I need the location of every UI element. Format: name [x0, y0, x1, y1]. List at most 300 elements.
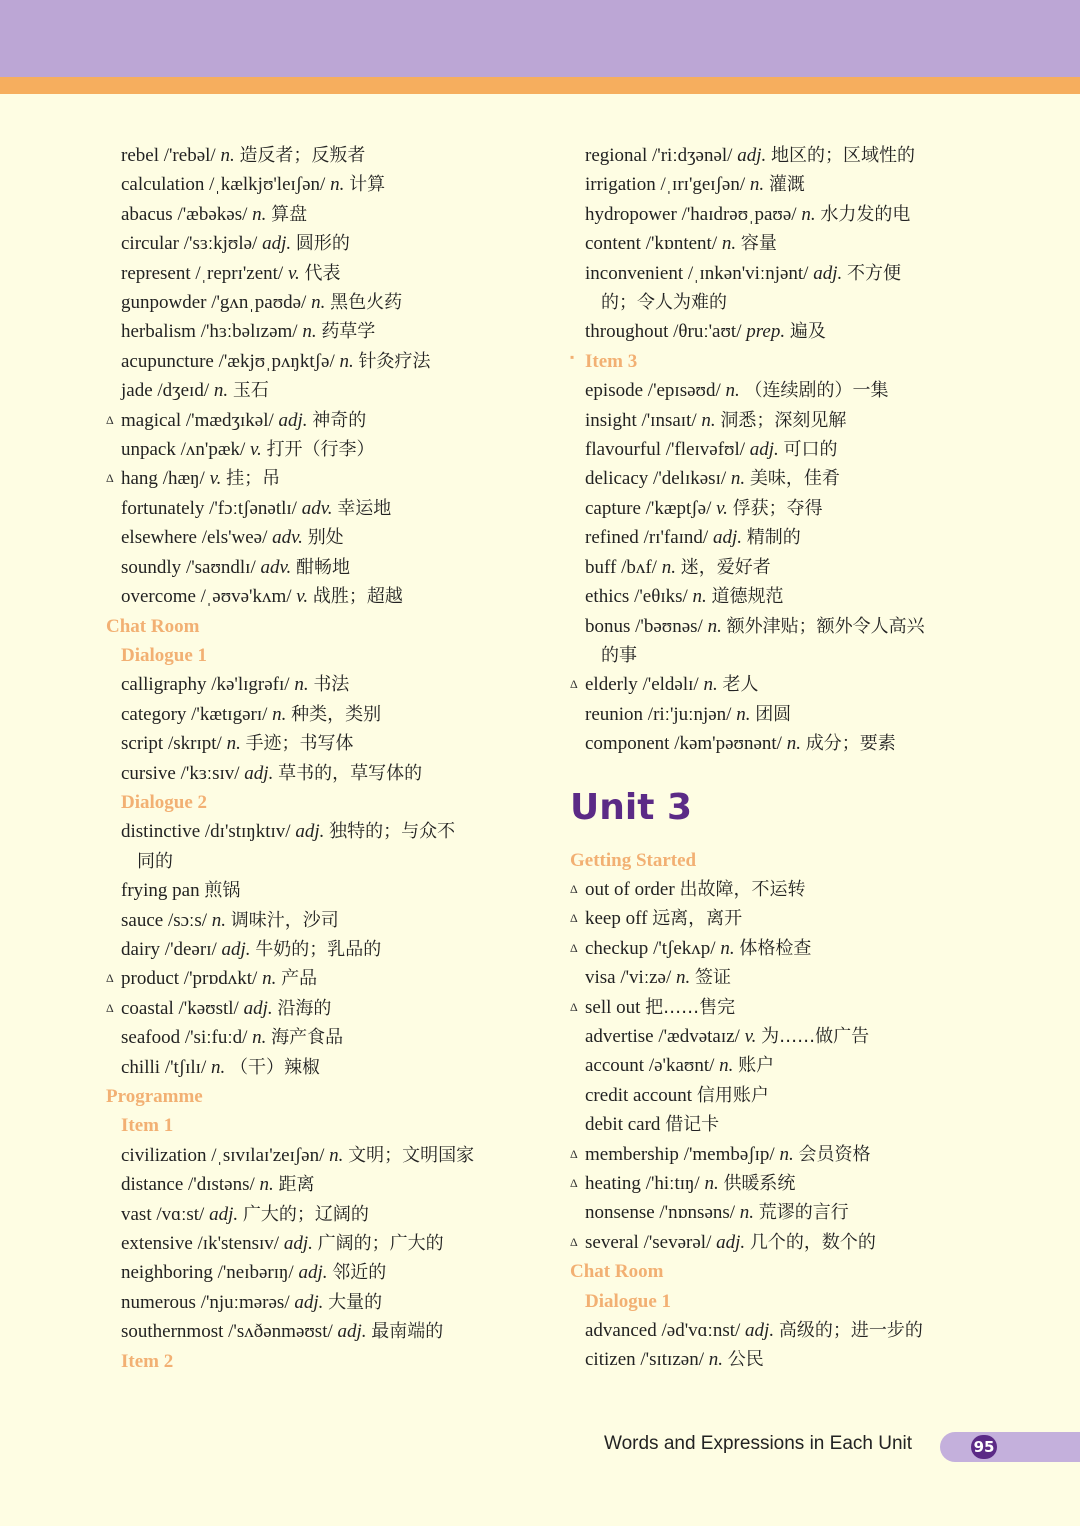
meaning: 打开（行李） — [266, 439, 375, 461]
headword: script — [121, 733, 164, 755]
phonetic: /'kəʊstl/ — [178, 997, 239, 1019]
headword: sauce — [121, 909, 164, 931]
headword: advanced — [585, 1320, 657, 1342]
required-marker: Δ — [570, 677, 578, 692]
meaning: 容量 — [740, 233, 777, 255]
headword: southernmost — [121, 1321, 224, 1343]
headword: soundly — [121, 556, 182, 578]
part-of-speech: n. — [220, 145, 235, 166]
headword: hang — [121, 468, 158, 490]
headword: buff — [585, 556, 617, 578]
headword: throughout — [585, 321, 669, 343]
meaning-continuation — [570, 288, 995, 317]
part-of-speech: n. — [252, 203, 267, 225]
headword: visa — [585, 967, 616, 989]
meaning: 黑色火药 — [330, 292, 403, 314]
vocab-entry — [570, 170, 995, 199]
headword: refined — [585, 527, 639, 549]
vocab-entry — [570, 523, 995, 552]
vocab-entry — [570, 1228, 995, 1257]
meaning: 书法 — [313, 674, 350, 696]
part-of-speech: n. — [329, 1144, 344, 1166]
phonetic: /'riːdʒənəl/ — [652, 145, 733, 166]
vocab-entry — [570, 494, 995, 523]
meaning: 洞悉；深刻见解 — [720, 409, 847, 431]
part-of-speech: n. — [692, 586, 707, 608]
part-of-speech: n. — [704, 1173, 719, 1194]
meaning: 额外津贴；额外令人高兴 — [726, 615, 925, 637]
meaning: 计算 — [349, 174, 386, 196]
meaning: 水力发的电 — [820, 203, 911, 225]
part-of-speech: n. — [720, 937, 735, 959]
phonetic: /'hɜːbəlɪzəm/ — [200, 321, 298, 343]
phonetic: /vɑːst/ — [156, 1203, 205, 1225]
subsection-label: Dialogue 2 — [121, 791, 208, 813]
headword: debit card — [585, 1114, 661, 1136]
meaning: 针灸疗法 — [358, 350, 431, 372]
phonetic: /ʌn'pæk/ — [180, 439, 246, 461]
required-marker: Δ — [570, 999, 578, 1014]
page-number-badge: 95 — [971, 1435, 997, 1459]
meaning: 玉石 — [232, 380, 269, 402]
headword: rebel — [121, 145, 159, 166]
part-of-speech: n. — [226, 733, 241, 755]
headword: elsewhere — [121, 527, 197, 549]
vocab-entry — [106, 1023, 531, 1052]
headword: capture — [585, 497, 641, 519]
phonetic: /'sʌðənməʊst/ — [228, 1321, 333, 1343]
part-of-speech: n. — [703, 674, 718, 696]
required-marker: Δ — [570, 940, 578, 955]
part-of-speech: n. — [786, 733, 801, 755]
phonetic: /'fɔːtʃənətlɪ/ — [209, 497, 297, 519]
vocab-entry — [570, 317, 995, 346]
meaning: 道德规范 — [711, 586, 784, 608]
unit-title: Unit 3 — [570, 786, 692, 828]
headword: citizen — [585, 1349, 636, 1371]
meaning: 信用账户 — [696, 1084, 769, 1106]
vocab-entry — [570, 1022, 995, 1051]
part-of-speech: v. — [716, 497, 728, 519]
headword: distance — [121, 1174, 184, 1196]
part-of-speech: adj. — [221, 938, 251, 960]
required-marker: Δ — [106, 471, 114, 486]
meaning: 算盘 — [271, 203, 308, 225]
footer-pill — [940, 1432, 1080, 1462]
meaning: 荒谬的言行 — [758, 1202, 849, 1224]
phonetic: /'rebəl/ — [163, 145, 216, 166]
phonetic: /skrɪpt/ — [167, 733, 222, 755]
phonetic: /ˌɪrɪ'geɪʃən/ — [660, 174, 746, 196]
vocab-entry — [106, 553, 531, 582]
part-of-speech: adj. — [209, 1203, 239, 1225]
vocab-entry — [106, 229, 531, 258]
vocab-entry — [570, 1345, 995, 1374]
part-of-speech: adj. — [294, 1291, 324, 1313]
part-of-speech: n. — [211, 1056, 226, 1078]
vocab-entry — [570, 553, 995, 582]
part-of-speech: n. — [661, 556, 676, 578]
phonetic: /dʒeɪd/ — [157, 380, 210, 402]
part-of-speech: adj. — [712, 527, 742, 549]
vocab-entry — [106, 523, 531, 552]
phonetic: /'bəʊnəs/ — [635, 615, 703, 637]
meaning-continuation — [570, 641, 995, 670]
headword: calculation — [121, 174, 205, 196]
headword: account — [585, 1055, 645, 1077]
vocab-entry — [106, 906, 531, 935]
subsection-label: Dialogue 1 — [121, 644, 208, 666]
vocab-entry — [570, 1110, 995, 1139]
headword: herbalism — [121, 321, 196, 343]
meaning: 文明；文明国家 — [348, 1144, 475, 1166]
vocab-entry — [570, 612, 995, 641]
meaning: 灌溉 — [768, 174, 805, 196]
phonetic: /hæŋ/ — [162, 468, 205, 490]
phonetic: /'ɪnsaɪt/ — [641, 409, 697, 431]
part-of-speech: n. — [779, 1143, 794, 1165]
vocab-entry — [106, 200, 531, 229]
vocab-entry — [106, 288, 531, 317]
vocab-entry — [570, 1081, 995, 1110]
phonetic: /bʌf/ — [621, 556, 657, 578]
section-heading: Chat Room — [106, 615, 200, 637]
headword: coastal — [121, 997, 174, 1019]
required-marker: Δ — [570, 911, 578, 926]
subsection-heading — [106, 1347, 531, 1376]
vocab-entry — [570, 200, 995, 229]
vocab-entry — [106, 582, 531, 611]
vocab-entry — [570, 1316, 995, 1345]
phonetic: /'njuːmərəs/ — [200, 1291, 290, 1313]
part-of-speech: adj. — [298, 1262, 328, 1284]
part-of-speech: adj. — [262, 233, 292, 255]
headword: hydropower — [585, 203, 677, 225]
meaning: 挂；吊 — [226, 468, 281, 490]
vocab-entry — [570, 259, 995, 288]
vocab-entry — [570, 1140, 995, 1169]
headword: keep off — [585, 908, 648, 930]
vocab-entry — [106, 494, 531, 523]
required-marker: Δ — [570, 1176, 578, 1190]
phonetic: /'delɪkəsɪ/ — [653, 468, 727, 490]
required-marker: Δ — [106, 971, 114, 986]
vocab-entry — [106, 435, 531, 464]
part-of-speech: n. — [294, 674, 309, 696]
footer-title: Words and Expressions in Each Unit — [604, 1433, 913, 1454]
meaning: 账户 — [738, 1055, 775, 1077]
part-of-speech: v. — [209, 468, 222, 490]
part-of-speech: adj. — [283, 1233, 313, 1255]
phonetic: /ˌkælkjʊ'leɪʃən/ — [209, 174, 326, 196]
meaning: 成分；要素 — [805, 733, 896, 755]
phonetic: /dɪ'stɪŋktɪv/ — [204, 821, 291, 843]
subsection-label: Item 1 — [121, 1115, 174, 1137]
vocab-entry — [570, 229, 995, 258]
phonetic: /θruː'aʊt/ — [673, 321, 742, 343]
phonetic: /'fleɪvəfʊl/ — [665, 439, 745, 461]
subsection-label: Dialogue 1 — [585, 1290, 672, 1312]
meaning: 沿海的 — [277, 997, 332, 1019]
vocab-entry — [570, 993, 995, 1022]
vocab-entry — [570, 729, 995, 758]
meaning: 独特的；与众不 — [329, 821, 456, 843]
vocab-entry — [570, 875, 995, 904]
meaning: 广阔的；广大的 — [317, 1233, 444, 1255]
right-column — [570, 141, 995, 1375]
vocab-entry — [106, 406, 531, 435]
meaning: 产品 — [281, 968, 318, 990]
phonetic: /riː'juːnjən/ — [647, 703, 732, 725]
required-marker: Δ — [106, 412, 114, 427]
vocab-entry — [106, 700, 531, 729]
subsection-heading — [570, 1287, 995, 1316]
meaning: 药草学 — [321, 321, 376, 343]
meaning: 高级的；进一步的 — [778, 1320, 923, 1342]
part-of-speech: n. — [211, 909, 227, 931]
headword: unpack — [121, 439, 176, 461]
vocab-entry — [570, 670, 995, 699]
phonetic: /'æbəkəs/ — [177, 203, 248, 225]
headword: abacus — [121, 203, 173, 225]
headword: represent — [121, 262, 191, 284]
phonetic: /els'weə/ — [201, 527, 268, 549]
orange-stripe — [0, 77, 1080, 94]
headword: calligraphy — [121, 674, 207, 696]
headword: flavourful — [585, 439, 661, 461]
meaning: 调味汁，沙司 — [230, 909, 339, 931]
phonetic: /ˌreprɪ'zent/ — [195, 262, 284, 284]
meaning: 代表 — [304, 262, 341, 284]
vocab-entry — [106, 876, 531, 905]
meaning: 酣畅地 — [296, 556, 351, 578]
phonetic: /'hiːtɪŋ/ — [645, 1173, 700, 1194]
headword: jade — [121, 380, 153, 402]
phonetic: /'deərɪ/ — [164, 938, 217, 960]
meaning: 不方便 — [847, 262, 901, 284]
headword: advertise — [585, 1025, 654, 1047]
part-of-speech: n. — [708, 1349, 723, 1371]
part-of-speech: n. — [749, 174, 765, 196]
part-of-speech: adj. — [337, 1321, 367, 1343]
meaning: 签证 — [695, 967, 732, 989]
headword: seafood — [121, 1027, 181, 1049]
phonetic: /'haɪdrəʊˌpaʊə/ — [681, 203, 797, 225]
phonetic: /'ædvətaɪz/ — [658, 1025, 740, 1047]
headword: product — [121, 968, 180, 990]
headword: distinctive — [121, 821, 201, 843]
vocab-entry — [570, 406, 995, 435]
meaning: 煎锅 — [204, 880, 241, 902]
part-of-speech: n. — [707, 615, 722, 637]
part-of-speech: adj. — [745, 1320, 775, 1342]
part-of-speech: n. — [801, 203, 816, 225]
headword: delicacy — [585, 468, 649, 490]
meaning: 遍及 — [789, 321, 826, 343]
headword: component — [585, 733, 670, 755]
part-of-speech: n. — [701, 409, 716, 431]
headword: insight — [585, 409, 637, 431]
phonetic: /'tʃekʌp/ — [653, 937, 716, 959]
headword: gunpowder — [121, 292, 207, 314]
meaning: 美味，佳肴 — [749, 468, 840, 490]
phonetic: /rɪ'faɪnd/ — [643, 527, 709, 549]
phonetic: /'kɒntent/ — [645, 233, 718, 255]
headword: reunion — [585, 703, 644, 725]
vocab-entry — [570, 1051, 995, 1080]
headword: extensive — [121, 1233, 193, 1255]
phonetic: /ə'kaʊnt/ — [648, 1055, 715, 1077]
meaning: 团圆 — [755, 703, 792, 725]
headword: heating — [585, 1173, 641, 1194]
vocab-entry — [570, 904, 995, 933]
vocab-entry — [106, 994, 531, 1023]
headword: dairy — [121, 938, 161, 960]
phonetic: /'ækjʊˌpʌŋktʃə/ — [218, 350, 335, 372]
headword: irrigation — [585, 174, 656, 196]
meaning: （连续剧的）一集 — [744, 380, 889, 402]
headword: magical — [121, 409, 182, 431]
vocab-entry — [106, 1141, 531, 1170]
phonetic: /'eθɪks/ — [634, 586, 688, 608]
part-of-speech: n. — [302, 321, 317, 343]
phonetic: /sɔːs/ — [167, 909, 208, 931]
vocab-entry — [106, 464, 531, 493]
phonetic: /'eldəlɪ/ — [642, 674, 699, 696]
phonetic: /'sɜːkjʊlə/ — [183, 233, 258, 255]
meaning: 体格检查 — [739, 937, 812, 959]
section-heading: Getting Started — [570, 849, 697, 871]
vocab-entry — [570, 1169, 995, 1198]
subsection-heading — [106, 788, 531, 817]
vocab-entry — [106, 1053, 531, 1082]
headword: regional — [585, 145, 648, 166]
phonetic: /'viːzə/ — [620, 967, 672, 989]
vocab-entry — [106, 170, 531, 199]
required-marker: Δ — [570, 1234, 578, 1249]
vocab-entry — [106, 1200, 531, 1229]
meaning: 广大的；辽阔的 — [242, 1203, 369, 1225]
part-of-speech: n. — [262, 968, 277, 990]
left-column — [106, 141, 531, 1376]
meaning: 的事 — [601, 644, 637, 666]
phonetic: /'nɒnsəns/ — [659, 1202, 736, 1224]
vocab-entry — [106, 670, 531, 699]
phonetic: /'tʃɪlɪ/ — [164, 1056, 207, 1078]
headword: civilization — [121, 1144, 207, 1166]
headword: credit account — [585, 1084, 693, 1106]
meaning: 精制的 — [746, 527, 801, 549]
meaning: 圆形的 — [295, 233, 350, 255]
vocab-entry — [106, 141, 531, 170]
headword: out of order — [585, 878, 675, 900]
phonetic: /ˌəʊvə'kʌm/ — [200, 586, 292, 608]
phonetic: /'epɪsəʊd/ — [647, 380, 721, 402]
meaning: 幸运地 — [337, 497, 392, 519]
headword: acupuncture — [121, 350, 214, 372]
vocab-entry — [106, 935, 531, 964]
part-of-speech: adj. — [737, 145, 767, 166]
vocab-entry — [570, 1198, 995, 1227]
headword: category — [121, 703, 187, 725]
meaning: 手迹；书写体 — [245, 733, 354, 755]
phonetic: /əd'vɑːnst/ — [661, 1320, 741, 1342]
meaning: 草书的，草写体的 — [278, 762, 423, 784]
meaning: 俘获；夺得 — [732, 497, 823, 519]
part-of-speech: adv. — [260, 556, 292, 578]
part-of-speech: adv. — [272, 527, 303, 549]
subsection-heading — [106, 1111, 531, 1140]
headword: overcome — [121, 586, 196, 608]
part-of-speech: n. — [252, 1027, 267, 1049]
part-of-speech: v. — [744, 1025, 757, 1047]
part-of-speech: adj. — [716, 1231, 746, 1253]
meaning: 战胜；超越 — [312, 586, 403, 608]
subsection-label: Item 3 — [585, 350, 638, 372]
vocab-entry — [106, 759, 531, 788]
part-of-speech: n. — [736, 703, 751, 725]
meaning: 出故障，不运转 — [679, 878, 806, 900]
meaning: 造反者；反叛者 — [239, 145, 366, 166]
headword: bonus — [585, 615, 631, 637]
required-marker: Δ — [106, 1000, 114, 1015]
phonetic: /ɪk'stensɪv/ — [197, 1233, 280, 1255]
meaning-continuation — [106, 847, 531, 876]
meaning: 借记卡 — [665, 1114, 720, 1136]
headword: numerous — [121, 1291, 196, 1313]
meaning: 老人 — [722, 674, 759, 696]
part-of-speech: prep. — [746, 321, 786, 343]
phonetic: /'saʊndlɪ/ — [185, 556, 256, 578]
phonetic: /kəm'pəʊnənt/ — [674, 733, 782, 755]
part-of-speech: v. — [287, 262, 300, 284]
vocab-entry — [106, 1170, 531, 1199]
headword: fortunately — [121, 497, 205, 519]
phonetic: /'gʌnˌpaʊdə/ — [211, 292, 307, 314]
phonetic: /'prɒdʌkt/ — [183, 968, 258, 990]
headword: sell out — [585, 996, 641, 1018]
vocab-entry — [106, 1288, 531, 1317]
headword: content — [585, 233, 641, 255]
vocab-entry — [106, 1229, 531, 1258]
phonetic: /'sevərəl/ — [643, 1231, 712, 1253]
headword: checkup — [585, 937, 649, 959]
headword: ethics — [585, 586, 630, 608]
part-of-speech: v. — [250, 439, 262, 461]
part-of-speech: n. — [719, 1055, 734, 1077]
phonetic: /'siːfuːd/ — [184, 1027, 248, 1049]
headword: membership — [585, 1143, 679, 1165]
part-of-speech: v. — [296, 586, 309, 608]
headword: circular — [121, 233, 180, 255]
part-of-speech: n. — [739, 1202, 755, 1224]
phonetic: /'membəʃɪp/ — [683, 1143, 775, 1165]
part-of-speech: n. — [339, 350, 354, 372]
phonetic: /ˌsɪvɪlaɪ'zeɪʃən/ — [211, 1144, 325, 1166]
meaning: 种类，类别 — [291, 703, 382, 725]
meaning: 别处 — [307, 527, 344, 549]
part-of-speech: n. — [311, 292, 326, 314]
meaning: 牛奶的；乳品的 — [255, 938, 382, 960]
subsection-heading — [106, 641, 531, 670]
vocab-entry — [570, 582, 995, 611]
meaning: 为……做广告 — [761, 1025, 870, 1047]
meaning: 距离 — [278, 1174, 315, 1196]
part-of-speech: n. — [725, 380, 740, 402]
vocab-entry — [106, 817, 531, 846]
phonetic: /'sɪtɪzən/ — [640, 1349, 704, 1371]
part-of-speech: adj. — [749, 439, 779, 461]
